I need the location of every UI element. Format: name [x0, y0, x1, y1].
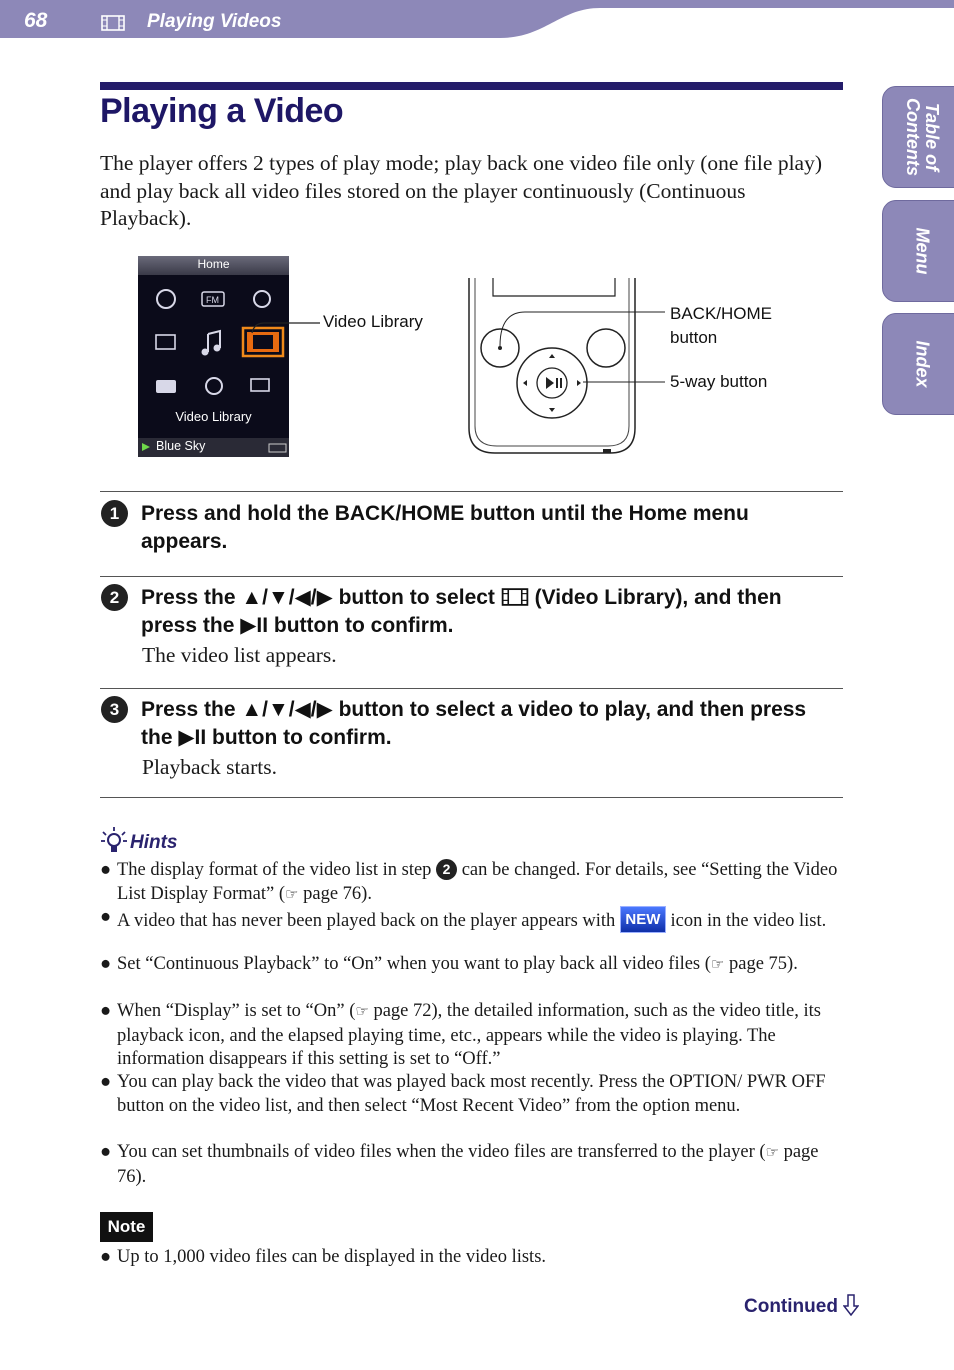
header-band	[0, 0, 954, 44]
step-3-result: Playback starts.	[142, 755, 277, 779]
step-2-text-a: Press the ▲/▼/◀/▶ button to select	[141, 586, 495, 609]
page-ref-icon: ☞	[285, 886, 299, 903]
hint-item: ● The display format of the video list in step 2 can be changed. For details, see “Setting the Video List Display Format” (☞ page 76).	[100, 860, 838, 904]
step-divider	[100, 688, 843, 689]
step-divider	[100, 576, 843, 577]
hint-link[interactable]: page 76).	[303, 883, 372, 904]
step-2-instruction	[141, 584, 841, 640]
lightbulb-icon	[100, 826, 128, 856]
note-label: Note	[100, 1212, 153, 1242]
tab-label: Index	[912, 340, 933, 388]
callout-back-home: BACK/HOME button	[670, 304, 773, 347]
callout-five-way: 5-way button	[670, 372, 768, 391]
hint-text: icon in the video list.	[670, 911, 827, 931]
hint-link[interactable]: page 75).	[729, 954, 798, 974]
title-rule	[100, 82, 843, 90]
step-divider	[100, 491, 843, 492]
hint-item: ● Set “Continuous Playback” to “On” when you want to play back all video files (☞ page 75).	[100, 954, 798, 974]
page-number: 68	[24, 9, 48, 32]
hint-link[interactable]: page 76).	[117, 1142, 819, 1187]
screen-selected-label: Video Library	[175, 409, 252, 424]
hint-item: ● You can set thumbnails of video files when the video files are transferred to the player (☞ page 76).	[100, 1142, 819, 1187]
video-icon	[501, 588, 529, 606]
tab-index[interactable]	[882, 313, 954, 415]
tab-menu[interactable]	[882, 200, 954, 302]
hint-item: ● When “Display” is set to “On” (☞ page 72), the detailed information, such as the video title, its playback icon, and the elapsed playing time, etc., appears while the video is playing. The information disappears if this setting is set to “Off.”	[100, 1001, 821, 1069]
note-item: ● Up to 1,000 video files can be displayed in the video lists.	[100, 1246, 842, 1270]
player-device-drawing	[465, 278, 670, 460]
svg-text:FM: FM	[206, 295, 219, 305]
hint-item: ● You can play back the video that was played back most recently. Press the OPTION/ PWR OFF button on the video list, and then select “Most Recent Video” from the option menu.	[100, 1071, 842, 1118]
step-reference: 2	[436, 859, 457, 880]
step-number: 3	[101, 696, 128, 723]
step-2-text-b: (Video Library), and then press the ▶II button to confirm.	[141, 586, 782, 637]
page-title: Playing a Video	[100, 92, 344, 130]
hint-text: page 72), the detailed information, such as the video title, its playback icon, and the elapsed playing time, etc., appears while the video is playing. The information disappears if this setting is set to “Off.”	[117, 1001, 821, 1069]
step-number: 2	[101, 584, 128, 611]
page-ref-icon: ☞	[355, 1004, 369, 1020]
section-title: Playing Videos	[147, 11, 282, 32]
now-playing-title: Blue Sky	[156, 439, 206, 453]
hint-text: You can play back the video that was played back most recently. Press the OPTION/ PWR OFF button on the video list, and then select “Most Recent Video” from the option menu.	[117, 1072, 826, 1116]
hint-text: A video that has never been played back on the player appears with	[117, 911, 616, 931]
tab-label: Menu	[912, 227, 933, 275]
arrow-down-icon	[843, 1294, 859, 1316]
hint-text: The display format of the video list in step	[117, 860, 432, 880]
page-ref-icon: ☞	[710, 957, 725, 973]
hint-item: ● A video that has never been played back on the player appears with NEW icon in the video list.	[100, 907, 827, 931]
continued-link[interactable]	[744, 1294, 859, 1318]
hint-text: Set “Continuous Playback” to “On” when you want to play back all video files (	[117, 954, 711, 974]
video-library-leader	[250, 315, 322, 335]
step-number: 1	[101, 500, 128, 527]
screen-home-label: Home	[197, 257, 230, 271]
hint-text: can be changed. For details, see “Setting the Video List Display Format” (	[117, 860, 838, 904]
step-divider	[100, 797, 843, 798]
player-screen-image	[138, 256, 289, 457]
step-2-result: The video list appears.	[142, 643, 337, 667]
intro-paragraph: The player offers 2 types of play mode; play back one video file only (one file play) and play back all video files stored on the player continuously (Continuous Playback).	[100, 151, 823, 230]
step-1-instruction: Press and hold the BACK/HOME button until the Home menu appears.	[141, 502, 749, 553]
tab-label: Table of Contents	[903, 98, 942, 176]
new-badge-icon: NEW	[620, 906, 666, 933]
tab-table-of-contents[interactable]	[882, 86, 954, 188]
hint-text: When “Display” is set to “On” (	[117, 1001, 356, 1021]
step-3-instruction: Press the ▲/▼/◀/▶ button to select a video to play, and then press the ▶II button to confirm.	[141, 698, 807, 749]
hint-text: You can set thumbnails of video files when the video files are transferred to the player (	[117, 1142, 766, 1162]
video-icon	[101, 15, 125, 31]
home-menu-icons	[138, 256, 289, 457]
callout-video-library: Video Library	[323, 312, 423, 331]
continued-label: Continued	[744, 1296, 838, 1317]
hints-title: Hints	[130, 832, 178, 853]
page-ref-icon: ☞	[765, 1145, 779, 1161]
note-text: Up to 1,000 video files can be displayed in the video lists.	[117, 1247, 547, 1267]
